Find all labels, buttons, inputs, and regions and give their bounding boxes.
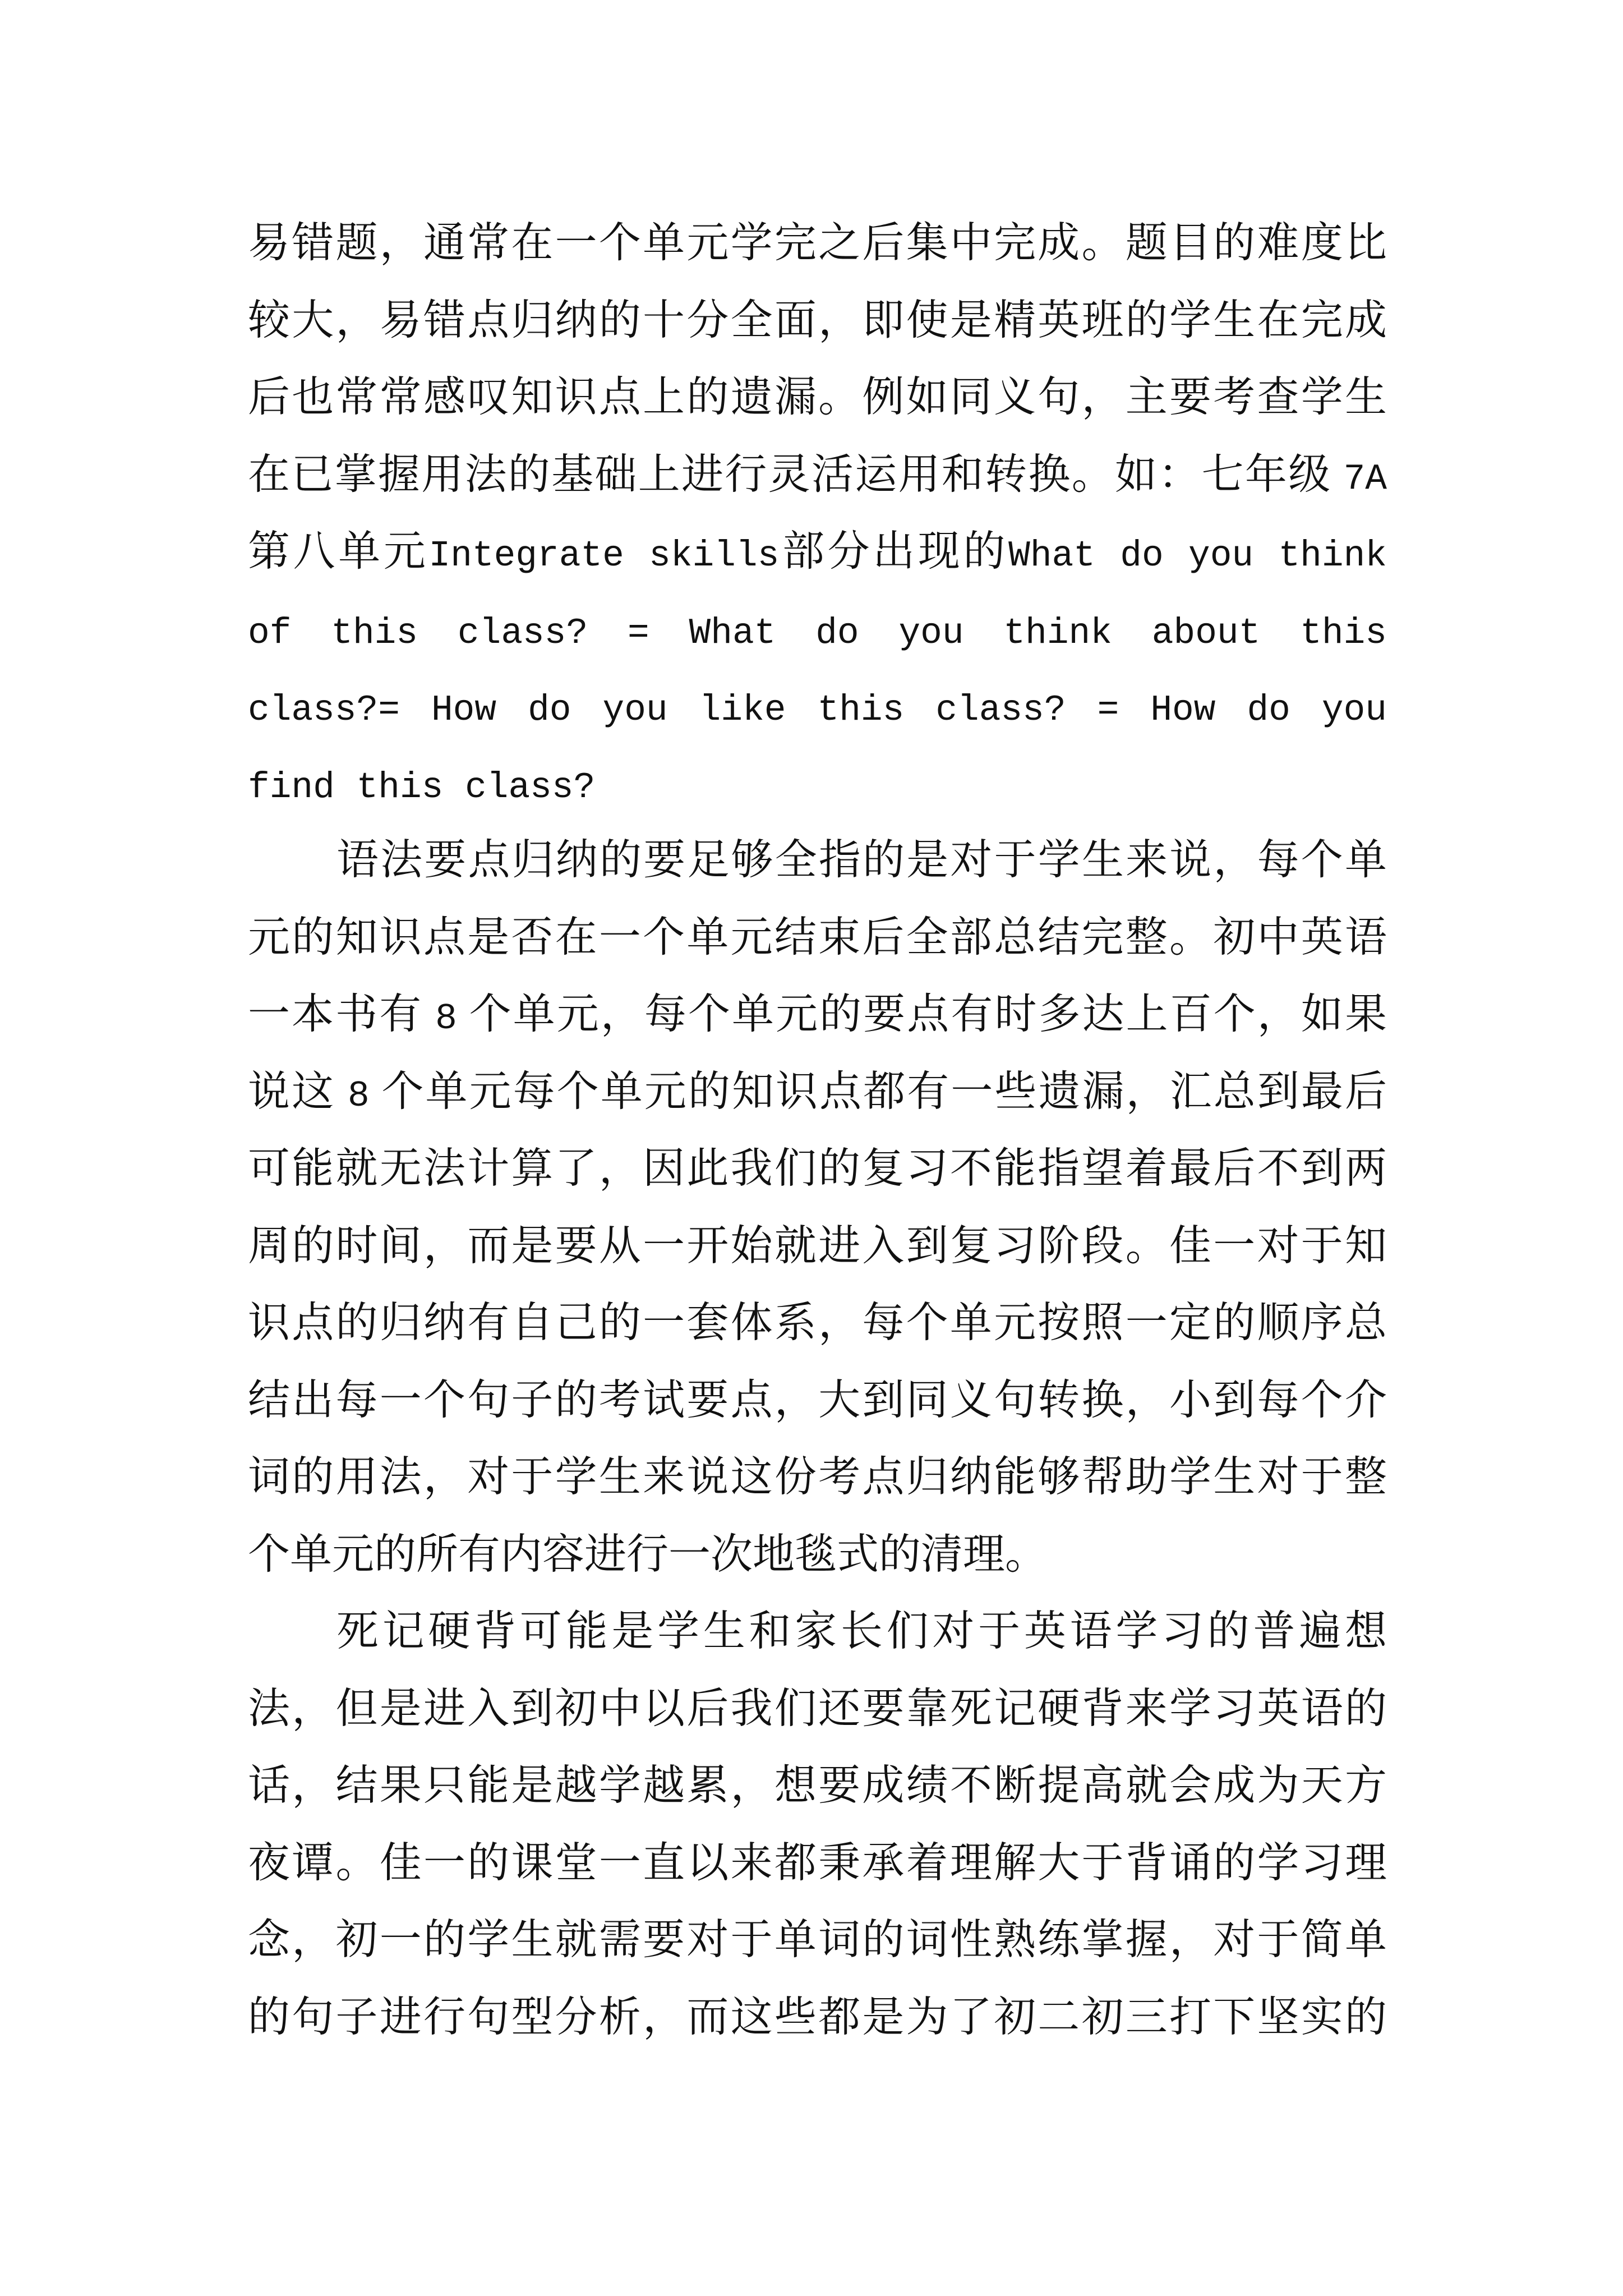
text-line: 死记硬背可能是学生和家长们对于英语学习的普遍想 [336,1608,1387,1655]
text-line: 识点的归纳有自己的一套体系，每个单元按照一定的顺序总 [248,1300,1387,1346]
text-line: 可能就无法计算了，因此我们的复习不能指望着最后不到两 [248,1145,1387,1192]
text-line [248,591,1387,668]
text-line: 易错题，通常在一个单元学完之后集中完成。题目的难度比 [248,220,1387,266]
latin-text-run: class?= How do you like this class? = How do you [248,690,1387,731]
text-line [248,668,1387,745]
latin-text-run: 7A [1343,458,1387,500]
text-line: 说这 8 个单元每个单元的知识点都有一些遗漏，汇总到最后 [248,1068,1387,1117]
paragraph [248,1593,1387,2056]
text-line: 夜谭。佳一的课堂一直以来都秉承着理解大于背诵的学习理 [248,1839,1387,1887]
latin-text-run: 8 [347,1075,370,1117]
text-line: 法，但是进入到初中以后我们还要靠死记硬背来学习英语的 [248,1685,1387,1732]
text-line: 周的时间，而是要从一开始就进入到复习阶段。佳一对于知 [248,1222,1387,1269]
text-line: 较大，易错点归纳的十分全面，即使是精英班的学生在完成 [248,297,1387,344]
text-line: 话，结果只能是越学越累，想要成绩不断提高就会成为天方 [248,1763,1387,1809]
paragraph [248,205,1387,822]
paragraph [248,822,1387,1593]
text-line: 元的知识点是否在一个单元结束后全部总结完整。初中英语 [248,914,1387,961]
text-line: 结出每一个句子的考试要点，大到同义句转换，小到每个介 [248,1377,1387,1424]
text-line [248,745,1387,822]
text-line: 一本书有 8 个单元，每个单元的要点有时多达上百个，如果 [248,991,1387,1039]
latin-text-run: of this class? = What do you think about this [248,613,1387,654]
text-line: 词的用法，对于学生来说这份考点归纳能够帮助学生对于整 [248,1454,1387,1501]
latin-text-run: find this class? [248,767,596,808]
text-line: 个单元的所有内容进行一次地毯式的清理。 [248,1531,1048,1578]
body-text [248,205,1387,2056]
text-line: 第八单元Integrate skills部分出现的What do you think [248,528,1387,577]
text-line: 的句子进行句型分析，而这些都是为了初二初三打下坚实的 [248,1994,1387,2041]
text-line: 后也常常感叹知识点上的遗漏。例如同义句，主要考查学生 [248,374,1387,421]
latin-text-run: 8 [435,999,457,1039]
text-line: 语法要点归纳的要足够全指的是对于学生来说，每个单 [336,837,1387,884]
text-line: 念，初一的学生就需要对于单词的词性熟练掌握，对于简单 [248,1917,1387,1963]
text-line: 在已掌握用法的基础上进行灵活运用和转换。如：七年级 7A [248,451,1387,500]
latin-text-run: What do you think [1008,536,1387,577]
latin-text-run: Integrate skills [428,536,780,577]
